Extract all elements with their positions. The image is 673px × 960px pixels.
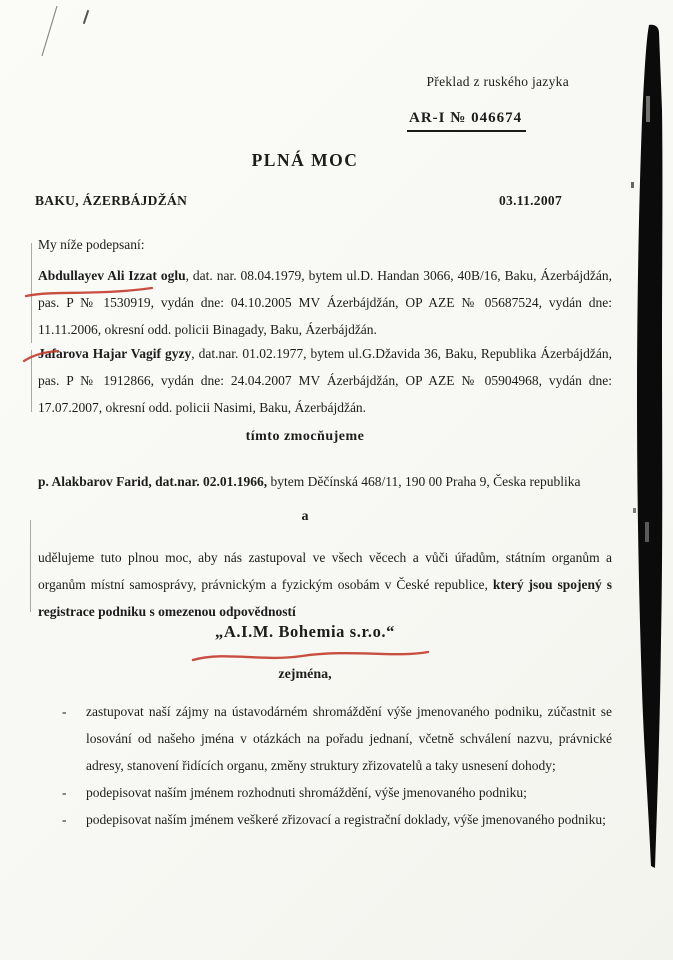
bullet-dash: - [62, 704, 67, 719]
list-item [62, 806, 612, 833]
document-title: PLNÁ MOC [251, 150, 359, 170]
signatory-2-details: , dat.nar. 01.02.1977, bytem ul.G.Džavida 36, Baku, Republika Ázerbájdžán, pas. P № 1912866, vydán dne: 24.04.2007 MV Ázerbájdžán, OP AZE № 05904968, vydán dne: 17.07.2007, okresní odd. policii Nasimi, Baku, Ázerbájdžán. [38, 346, 612, 415]
signatory-paragraph-2 [38, 340, 612, 421]
particulars-heading: zejména, [278, 667, 332, 682]
attorney-details: bytem Děčínská 468/11, 190 00 Praha 9, Česka republika [267, 474, 581, 489]
signatory-2-name: Jafarova Hajar Vagif gyzy [38, 346, 192, 361]
list-item [62, 698, 612, 779]
scan-edge-gap [645, 522, 649, 542]
place-line: BAKU, ÁZERBÁJDŽÁN [35, 193, 188, 208]
fold-line [30, 520, 31, 612]
fold-line [31, 243, 32, 343]
attorney-paragraph [38, 468, 612, 495]
signatory-1-name: Abdullayev Ali Izzat oglu [38, 268, 186, 283]
bullet-text: podepisovat naším jménem rozhodnuti shromáždění, výše jmenovaného podniku; [86, 785, 527, 800]
reference-number: AR-I № 046674 [407, 110, 526, 132]
grant-bold-text: který jsou spojený s registrace podniku s omezenou odpovědností [38, 577, 612, 619]
grant-text: udělujeme tuto plnou moc, aby nás zastupoval ve všech věcech a vůči úřadům, státním organům a organům místní samosprávy, právnickým a fyzickým osobám v České republice, [38, 550, 612, 592]
intro-line: My níže podepsaní: [38, 237, 145, 252]
scratch-mark [84, 11, 88, 23]
bullet-list [62, 698, 612, 833]
scan-speck [631, 182, 634, 188]
signatory-paragraph-1 [38, 262, 612, 343]
scratch-mark [42, 6, 57, 56]
fold-line [31, 350, 32, 412]
list-item [62, 779, 612, 806]
company-name: „A.I.M. Bohemia s.r.o.“ [214, 622, 396, 641]
conjunction-a: a [301, 509, 309, 524]
scan-speck [633, 508, 636, 513]
bullet-dash: - [62, 785, 67, 800]
scan-edge-artifact [637, 25, 662, 868]
bullet-dash: - [62, 812, 67, 827]
bullet-text: podepisovat naším jménem veškeré zřizovací a registrační doklady, výše jmenovaného podniku; [86, 812, 606, 827]
bullet-text: zastupovat naší zájmy na ústavodárném shromáždění výše jmenovaného podniku, zúčastnit se losování od našeho jména v otázkách na pořadu jednaní, včetně schválení nazvu, právnické adresy, stanovení řidících organu, změny struktury zřizovatelů a taky usnesení dohody; [86, 704, 612, 773]
authorize-heading: tímto zmocňujeme [245, 429, 365, 444]
scan-edge-gap [646, 96, 650, 122]
date-line: 03.11.2007 [498, 193, 562, 208]
translation-note: Překlad z ruského jazyka [426, 74, 569, 89]
grant-paragraph [38, 544, 612, 625]
attorney-name: p. Alakbarov Farid, dat.nar. 02.01.1966, [38, 474, 268, 489]
signatory-1-details: , dat. nar. 08.04.1979, bytem ul.D. Handan 3066, 40B/16, Baku, Ázerbájdžán, pas. P № 1530919, vydán dne: 04.10.2005 MV Ázerbájdžán, OP AZE № 05687524, vydán dne: 11.11.2006, okresní odd. policii Binagady, Baku, Ázerbájdžán. [38, 268, 612, 337]
place-date-row [35, 193, 562, 209]
red-underline-mark [193, 652, 428, 660]
